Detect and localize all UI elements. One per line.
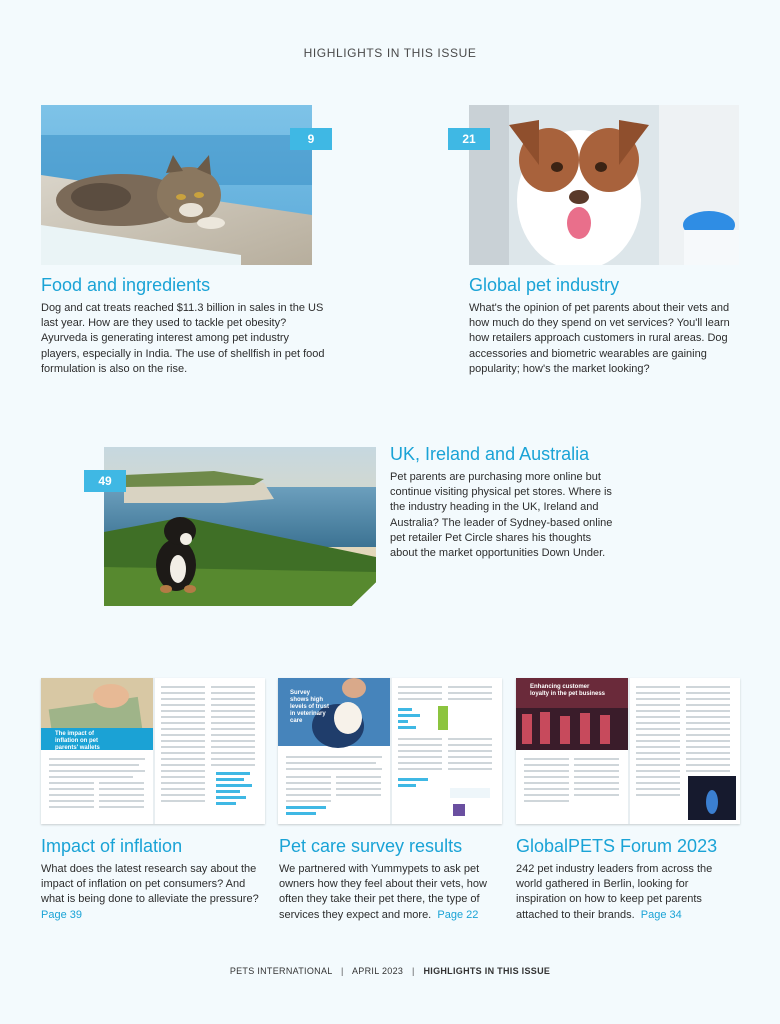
page-badge-9[interactable]: 9 xyxy=(290,128,332,150)
section-text-uk: Pet parents are purchasing more online but continue visiting physical pet stores. Where is the industry heading in the UK, Ireland and Australia? The leader of Sydney-based online pet retailer Pet Circle shares his thoughts about the market opportunities Down Under. xyxy=(390,471,613,560)
page-badge-49[interactable]: 49 xyxy=(84,470,126,492)
article-body-survey: We partnered with Yummypets to ask pet owners how they feel about their vets, how often they take their pet there, the type of services they expect and more. xyxy=(279,863,487,921)
article-link-inflation[interactable]: Page 39 xyxy=(41,908,82,921)
article-text-forum xyxy=(516,862,738,923)
article-body-forum: 242 pet industry leaders from across the world gathered in Berlin, looking for inspiration on how to keep pet parents attached to their brands. xyxy=(516,863,713,921)
article-title-forum[interactable]: GlobalPETS Forum 2023 xyxy=(516,836,718,856)
article-body-inflation: What does the latest research say about the impact of inflation on pet consumers? And what is being done to alleviate the pressure? xyxy=(41,863,259,906)
section-title-global[interactable]: Global pet industry xyxy=(469,275,620,295)
page-footer xyxy=(0,966,780,976)
footer-separator: | xyxy=(412,966,415,976)
section-text-global: What's the opinion of pet parents about their vets and how much do they spend on vet services? You'll learn how retailers approach customers in rural areas. Dog accessories and biometric wearables are gaining popularity; how's the market looking? xyxy=(469,302,730,375)
section-title-food[interactable]: Food and ingredients xyxy=(41,275,211,295)
article-link-survey[interactable]: Page 22 xyxy=(437,908,479,921)
article-title-survey[interactable]: Pet care survey results xyxy=(279,836,463,856)
article-text-survey xyxy=(279,862,505,923)
thumbnail-heading-forum: Enhancing customer loyalty in the pet business xyxy=(530,684,606,697)
thumbnail-heading-inflation: The impact of inflation on pet parents' wallets xyxy=(55,731,100,751)
article-thumbnail-inflation[interactable] xyxy=(41,678,265,824)
dog-cliff-photo xyxy=(104,447,376,606)
footer-separator: | xyxy=(341,966,344,976)
article-thumbnail-survey[interactable] xyxy=(278,678,502,824)
section-text-food: Dog and cat treats reached $11.3 billion in sales in the US last year. How are they used to tackle pet obesity? Ayurveda is generating interest among pet industry players, especially in India. The use of shellfish in pet food formulation is also on the rise. xyxy=(41,302,325,375)
footer-publication: PETS INTERNATIONAL xyxy=(229,966,333,976)
thumbnail-heading-survey: Survey shows high levels of trust in veterinary care xyxy=(290,690,330,724)
cat-photo xyxy=(41,105,312,265)
dog-vet-photo xyxy=(469,105,739,265)
article-text-inflation xyxy=(41,862,265,923)
article-title-inflation[interactable]: Impact of inflation xyxy=(41,836,183,856)
footer-issue: APRIL 2023 xyxy=(352,966,404,976)
footer-section: HIGHLIGHTS IN THIS ISSUE xyxy=(423,966,551,976)
article-thumbnail-forum[interactable] xyxy=(516,678,740,824)
section-title-uk[interactable]: UK, Ireland and Australia xyxy=(390,444,590,464)
page-badge-21[interactable]: 21 xyxy=(448,128,490,150)
page-header: HIGHLIGHTS IN THIS ISSUE xyxy=(303,46,477,60)
article-link-forum[interactable]: Page 34 xyxy=(640,908,682,921)
